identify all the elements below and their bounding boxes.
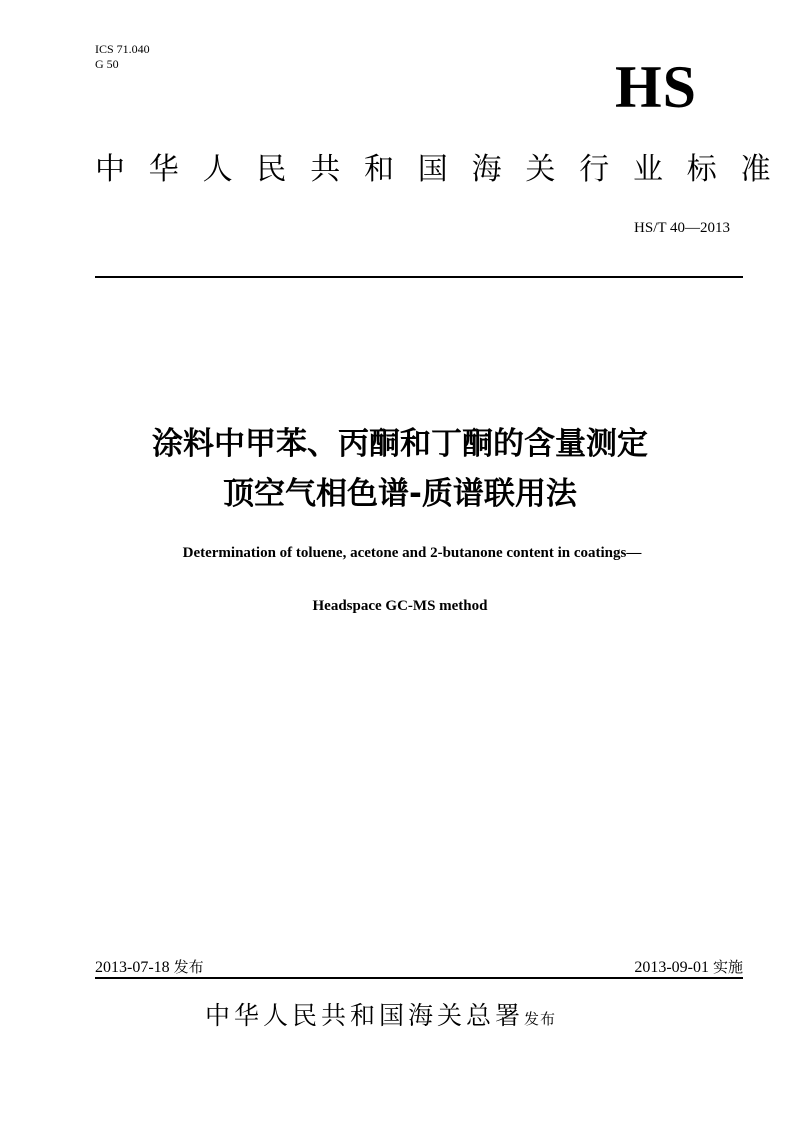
standard-code: HS/T 40—2013 — [634, 220, 730, 236]
publish-date: 2013-07-18 — [95, 959, 170, 976]
ccs-code: G 50 — [95, 57, 119, 71]
header-divider — [95, 276, 743, 278]
title-cn-line2: 顶空气相色谱-质谱联用法 — [223, 476, 577, 512]
issuer-suffix: 发布 — [524, 1010, 557, 1028]
issuer-name: 中华人民共和国海关总署 — [205, 1001, 525, 1030]
hs-logo: HS — [614, 54, 697, 120]
title-cn-line1: 涂料中甲苯、丙酮和丁酮的含量测定 — [152, 426, 648, 462]
implement-label: 实施 — [712, 958, 743, 976]
standard-type-heading: 中华人民共和国海关行业标准 — [95, 152, 795, 187]
implement-date-block — [634, 957, 743, 978]
footer-divider — [95, 977, 743, 979]
implement-date: 2013-09-01 — [634, 959, 709, 976]
classification-codes — [95, 42, 150, 72]
title-en-line1: Determination of toluene, acetone and 2-butanone content in coatings— — [182, 545, 642, 561]
title-en-line2: Headspace GC-MS method — [312, 598, 488, 614]
ics-code: ICS 71.040 — [95, 42, 150, 56]
publish-label: 发布 — [173, 958, 204, 976]
issuer-block — [205, 998, 556, 1037]
publish-date-block — [95, 957, 204, 978]
